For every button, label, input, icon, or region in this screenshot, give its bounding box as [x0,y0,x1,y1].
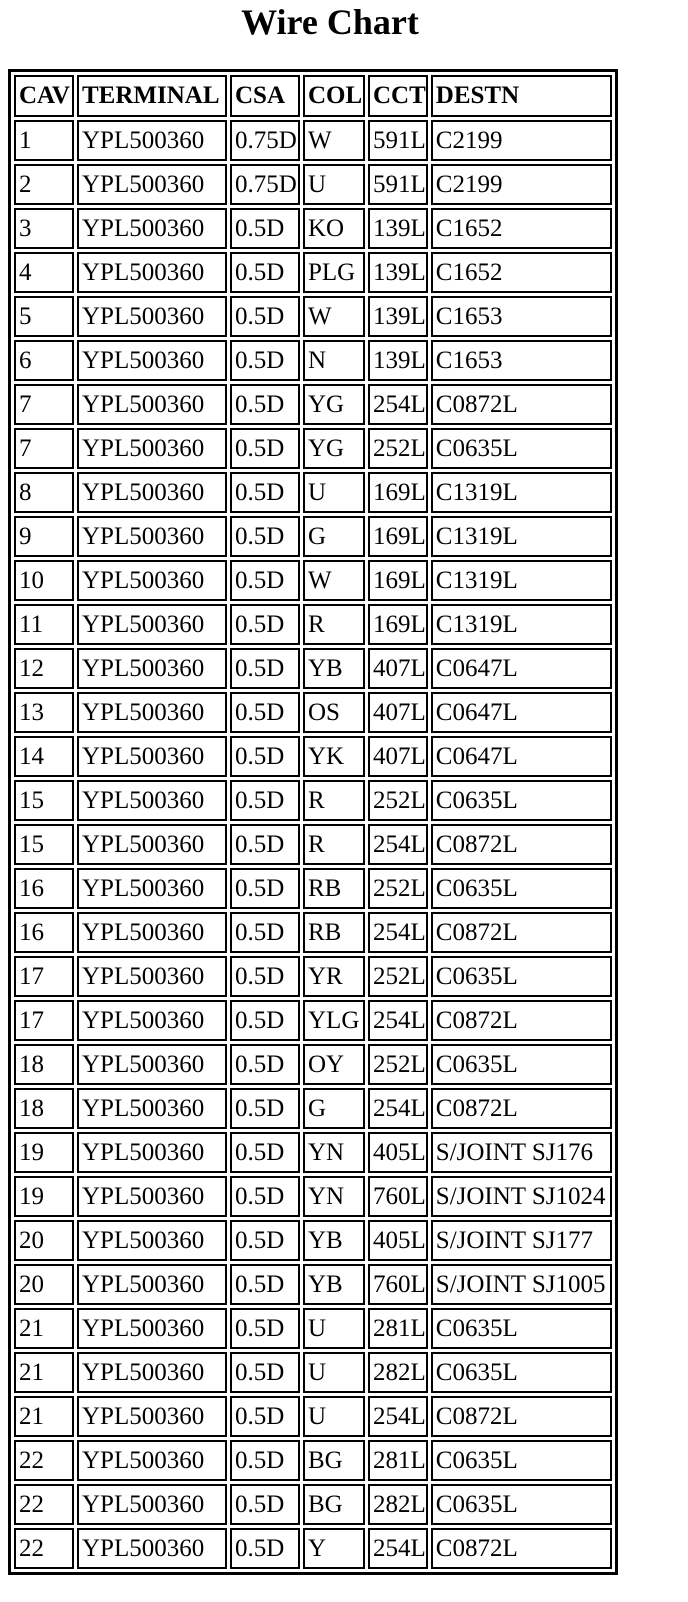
cell-cav: 17 [14,956,74,997]
cell-destn: C1653 [431,296,612,337]
cell-cav: 22 [14,1484,74,1525]
cell-cct: 281L [368,1440,428,1481]
cell-terminal: YPL500360 [77,384,227,425]
cell-terminal: YPL500360 [77,164,227,205]
table-row [14,1132,612,1173]
cell-csa: 0.5D [230,428,300,469]
cell-col: U [303,1352,365,1393]
cell-terminal: YPL500360 [77,736,227,777]
cell-col: N [303,340,365,381]
cell-col: OS [303,692,365,733]
header-cav: CAV [14,75,74,117]
table-row [14,1484,612,1525]
cell-cct: 252L [368,868,428,909]
table-row [14,912,612,953]
cell-col: YR [303,956,365,997]
cell-cav: 18 [14,1088,74,1129]
cell-col: W [303,120,365,161]
cell-cct: 252L [368,1044,428,1085]
cell-destn: C0872L [431,912,612,953]
cell-cct: 407L [368,692,428,733]
cell-cav: 15 [14,824,74,865]
cell-destn: C1652 [431,252,612,293]
cell-col: W [303,560,365,601]
cell-destn: C0872L [431,824,612,865]
cell-cav: 9 [14,516,74,557]
table-row [14,1044,612,1085]
table-row [14,164,612,205]
cell-cct: 591L [368,164,428,205]
cell-destn: C0872L [431,1000,612,1041]
cell-csa: 0.5D [230,1044,300,1085]
cell-csa: 0.5D [230,692,300,733]
cell-col: R [303,780,365,821]
cell-col: YLG [303,1000,365,1041]
cell-cav: 11 [14,604,74,645]
cell-cct: 254L [368,824,428,865]
cell-destn: C0635L [431,1440,612,1481]
cell-cav: 19 [14,1132,74,1173]
cell-csa: 0.75D [230,120,300,161]
cell-cav: 5 [14,296,74,337]
cell-col: BG [303,1440,365,1481]
cell-terminal: YPL500360 [77,604,227,645]
cell-col: G [303,1088,365,1129]
table-row [14,560,612,601]
cell-terminal: YPL500360 [77,1308,227,1349]
cell-col: R [303,824,365,865]
cell-csa: 0.5D [230,604,300,645]
table-row [14,956,612,997]
cell-terminal: YPL500360 [77,516,227,557]
cell-cct: 254L [368,912,428,953]
cell-cav: 4 [14,252,74,293]
table-row [14,780,612,821]
cell-cct: 254L [368,1396,428,1437]
cell-csa: 0.5D [230,1528,300,1569]
cell-cav: 7 [14,384,74,425]
cell-destn: C0635L [431,780,612,821]
cell-cav: 21 [14,1352,74,1393]
page-title: Wire Chart [241,2,419,42]
cell-destn: C0635L [431,1352,612,1393]
cell-col: U [303,1396,365,1437]
cell-csa: 0.5D [230,1396,300,1437]
table-row [14,1088,612,1129]
cell-col: YB [303,1220,365,1261]
table-row [14,1396,612,1437]
table-row [14,252,612,293]
cell-terminal: YPL500360 [77,1264,227,1305]
cell-cav: 19 [14,1176,74,1217]
cell-csa: 0.5D [230,516,300,557]
cell-cct: 169L [368,604,428,645]
cell-terminal: YPL500360 [77,252,227,293]
cell-cav: 12 [14,648,74,689]
cell-terminal: YPL500360 [77,868,227,909]
table-row [14,340,612,381]
cell-cct: 254L [368,1088,428,1129]
cell-col: YB [303,648,365,689]
table-row [14,692,612,733]
cell-terminal: YPL500360 [77,1396,227,1437]
cell-destn: C1653 [431,340,612,381]
cell-cct: 169L [368,560,428,601]
cell-destn: C1319L [431,472,612,513]
table-row [14,1264,612,1305]
cell-terminal: YPL500360 [77,780,227,821]
cell-col: OY [303,1044,365,1085]
cell-csa: 0.5D [230,1264,300,1305]
cell-destn: C0872L [431,1528,612,1569]
cell-csa: 0.5D [230,296,300,337]
cell-csa: 0.5D [230,956,300,997]
cell-destn: S/JOINT SJ177 [431,1220,612,1261]
cell-csa: 0.5D [230,1440,300,1481]
cell-col: YN [303,1176,365,1217]
cell-cct: 407L [368,736,428,777]
cell-csa: 0.5D [230,1308,300,1349]
cell-csa: 0.5D [230,1132,300,1173]
cell-cct: 760L [368,1176,428,1217]
cell-terminal: YPL500360 [77,1440,227,1481]
cell-destn: C0635L [431,1308,612,1349]
cell-cav: 13 [14,692,74,733]
table-row [14,428,612,469]
cell-destn: C1319L [431,604,612,645]
cell-cav: 22 [14,1528,74,1569]
cell-terminal: YPL500360 [77,560,227,601]
table-header-row [14,75,612,117]
cell-csa: 0.5D [230,472,300,513]
cell-terminal: YPL500360 [77,648,227,689]
cell-csa: 0.75D [230,164,300,205]
cell-destn: S/JOINT SJ176 [431,1132,612,1173]
cell-csa: 0.5D [230,912,300,953]
cell-cct: 139L [368,252,428,293]
cell-col: YB [303,1264,365,1305]
table-row [14,1440,612,1481]
cell-destn: C0635L [431,428,612,469]
cell-destn: C0872L [431,1396,612,1437]
cell-cav: 1 [14,120,74,161]
cell-destn: C0635L [431,1484,612,1525]
table-row [14,384,612,425]
cell-terminal: YPL500360 [77,692,227,733]
header-csa: CSA [230,75,300,117]
cell-cct: 282L [368,1352,428,1393]
cell-cct: 169L [368,516,428,557]
cell-cct: 591L [368,120,428,161]
table-row [14,1176,612,1217]
cell-destn: C2199 [431,120,612,161]
cell-cct: 169L [368,472,428,513]
table-row [14,1528,612,1569]
cell-col: KO [303,208,365,249]
cell-destn: C1652 [431,208,612,249]
table-row [14,472,612,513]
cell-csa: 0.5D [230,736,300,777]
cell-csa: 0.5D [230,1176,300,1217]
cell-destn: S/JOINT SJ1024 [431,1176,612,1217]
cell-terminal: YPL500360 [77,912,227,953]
cell-col: RB [303,912,365,953]
cell-cct: 254L [368,1528,428,1569]
cell-cav: 18 [14,1044,74,1085]
cell-destn: C0647L [431,648,612,689]
cell-terminal: YPL500360 [77,296,227,337]
cell-cav: 16 [14,912,74,953]
table-row [14,296,612,337]
table-row [14,1000,612,1041]
cell-destn: C0647L [431,692,612,733]
cell-col: G [303,516,365,557]
cell-col: RB [303,868,365,909]
cell-terminal: YPL500360 [77,1528,227,1569]
table-row [14,736,612,777]
cell-cct: 405L [368,1220,428,1261]
cell-col: W [303,296,365,337]
cell-cav: 17 [14,1000,74,1041]
table-row [14,208,612,249]
cell-destn: C2199 [431,164,612,205]
table-row [14,516,612,557]
cell-cav: 2 [14,164,74,205]
cell-terminal: YPL500360 [77,1000,227,1041]
cell-csa: 0.5D [230,1220,300,1261]
cell-col: U [303,164,365,205]
cell-csa: 0.5D [230,1352,300,1393]
cell-cct: 281L [368,1308,428,1349]
table-row [14,868,612,909]
cell-col: Y [303,1528,365,1569]
cell-destn: C0635L [431,1044,612,1085]
cell-terminal: YPL500360 [77,1044,227,1085]
table-row [14,1352,612,1393]
table-row [14,1308,612,1349]
header-col: COL [303,75,365,117]
cell-destn: C1319L [431,560,612,601]
cell-col: R [303,604,365,645]
cell-csa: 0.5D [230,1000,300,1041]
table-row [14,120,612,161]
cell-cav: 20 [14,1220,74,1261]
table-row [14,604,612,645]
cell-terminal: YPL500360 [77,1484,227,1525]
cell-terminal: YPL500360 [77,208,227,249]
cell-cct: 139L [368,296,428,337]
cell-terminal: YPL500360 [77,824,227,865]
table-row [14,648,612,689]
table-row [14,1220,612,1261]
cell-cav: 22 [14,1440,74,1481]
cell-csa: 0.5D [230,1088,300,1129]
cell-csa: 0.5D [230,560,300,601]
header-destn: DESTN [431,75,612,117]
cell-cct: 252L [368,956,428,997]
cell-cav: 16 [14,868,74,909]
cell-col: YK [303,736,365,777]
wire-chart-table [8,69,618,1575]
cell-cct: 252L [368,780,428,821]
cell-cav: 10 [14,560,74,601]
cell-terminal: YPL500360 [77,472,227,513]
cell-cav: 21 [14,1308,74,1349]
cell-terminal: YPL500360 [77,1132,227,1173]
header-cct: CCT [368,75,428,117]
cell-csa: 0.5D [230,824,300,865]
cell-terminal: YPL500360 [77,1088,227,1129]
cell-cct: 760L [368,1264,428,1305]
cell-cav: 14 [14,736,74,777]
cell-cct: 252L [368,428,428,469]
header-terminal: TERMINAL [77,75,227,117]
cell-cav: 20 [14,1264,74,1305]
cell-destn: C1319L [431,516,612,557]
cell-cav: 6 [14,340,74,381]
cell-col: BG [303,1484,365,1525]
cell-csa: 0.5D [230,384,300,425]
cell-cct: 254L [368,384,428,425]
cell-csa: 0.5D [230,340,300,381]
cell-cav: 3 [14,208,74,249]
cell-terminal: YPL500360 [77,120,227,161]
cell-col: PLG [303,252,365,293]
cell-csa: 0.5D [230,208,300,249]
cell-cav: 7 [14,428,74,469]
cell-col: YG [303,384,365,425]
cell-csa: 0.5D [230,868,300,909]
cell-terminal: YPL500360 [77,340,227,381]
cell-destn: S/JOINT SJ1005 [431,1264,612,1305]
cell-terminal: YPL500360 [77,428,227,469]
cell-terminal: YPL500360 [77,1352,227,1393]
cell-csa: 0.5D [230,780,300,821]
cell-csa: 0.5D [230,252,300,293]
table-row [14,824,612,865]
cell-col: YG [303,428,365,469]
cell-cct: 407L [368,648,428,689]
cell-destn: C0647L [431,736,612,777]
cell-destn: C0635L [431,868,612,909]
cell-cav: 15 [14,780,74,821]
cell-col: YN [303,1132,365,1173]
cell-col: U [303,1308,365,1349]
table-body [14,120,612,1569]
cell-csa: 0.5D [230,1484,300,1525]
cell-cct: 405L [368,1132,428,1173]
cell-cav: 8 [14,472,74,513]
cell-terminal: YPL500360 [77,956,227,997]
cell-cct: 139L [368,340,428,381]
cell-csa: 0.5D [230,648,300,689]
cell-terminal: YPL500360 [77,1176,227,1217]
cell-cct: 282L [368,1484,428,1525]
cell-cav: 21 [14,1396,74,1437]
cell-terminal: YPL500360 [77,1220,227,1261]
cell-destn: C0872L [431,384,612,425]
cell-col: U [303,472,365,513]
cell-cct: 139L [368,208,428,249]
cell-destn: C0635L [431,956,612,997]
cell-destn: C0872L [431,1088,612,1129]
cell-cct: 254L [368,1000,428,1041]
